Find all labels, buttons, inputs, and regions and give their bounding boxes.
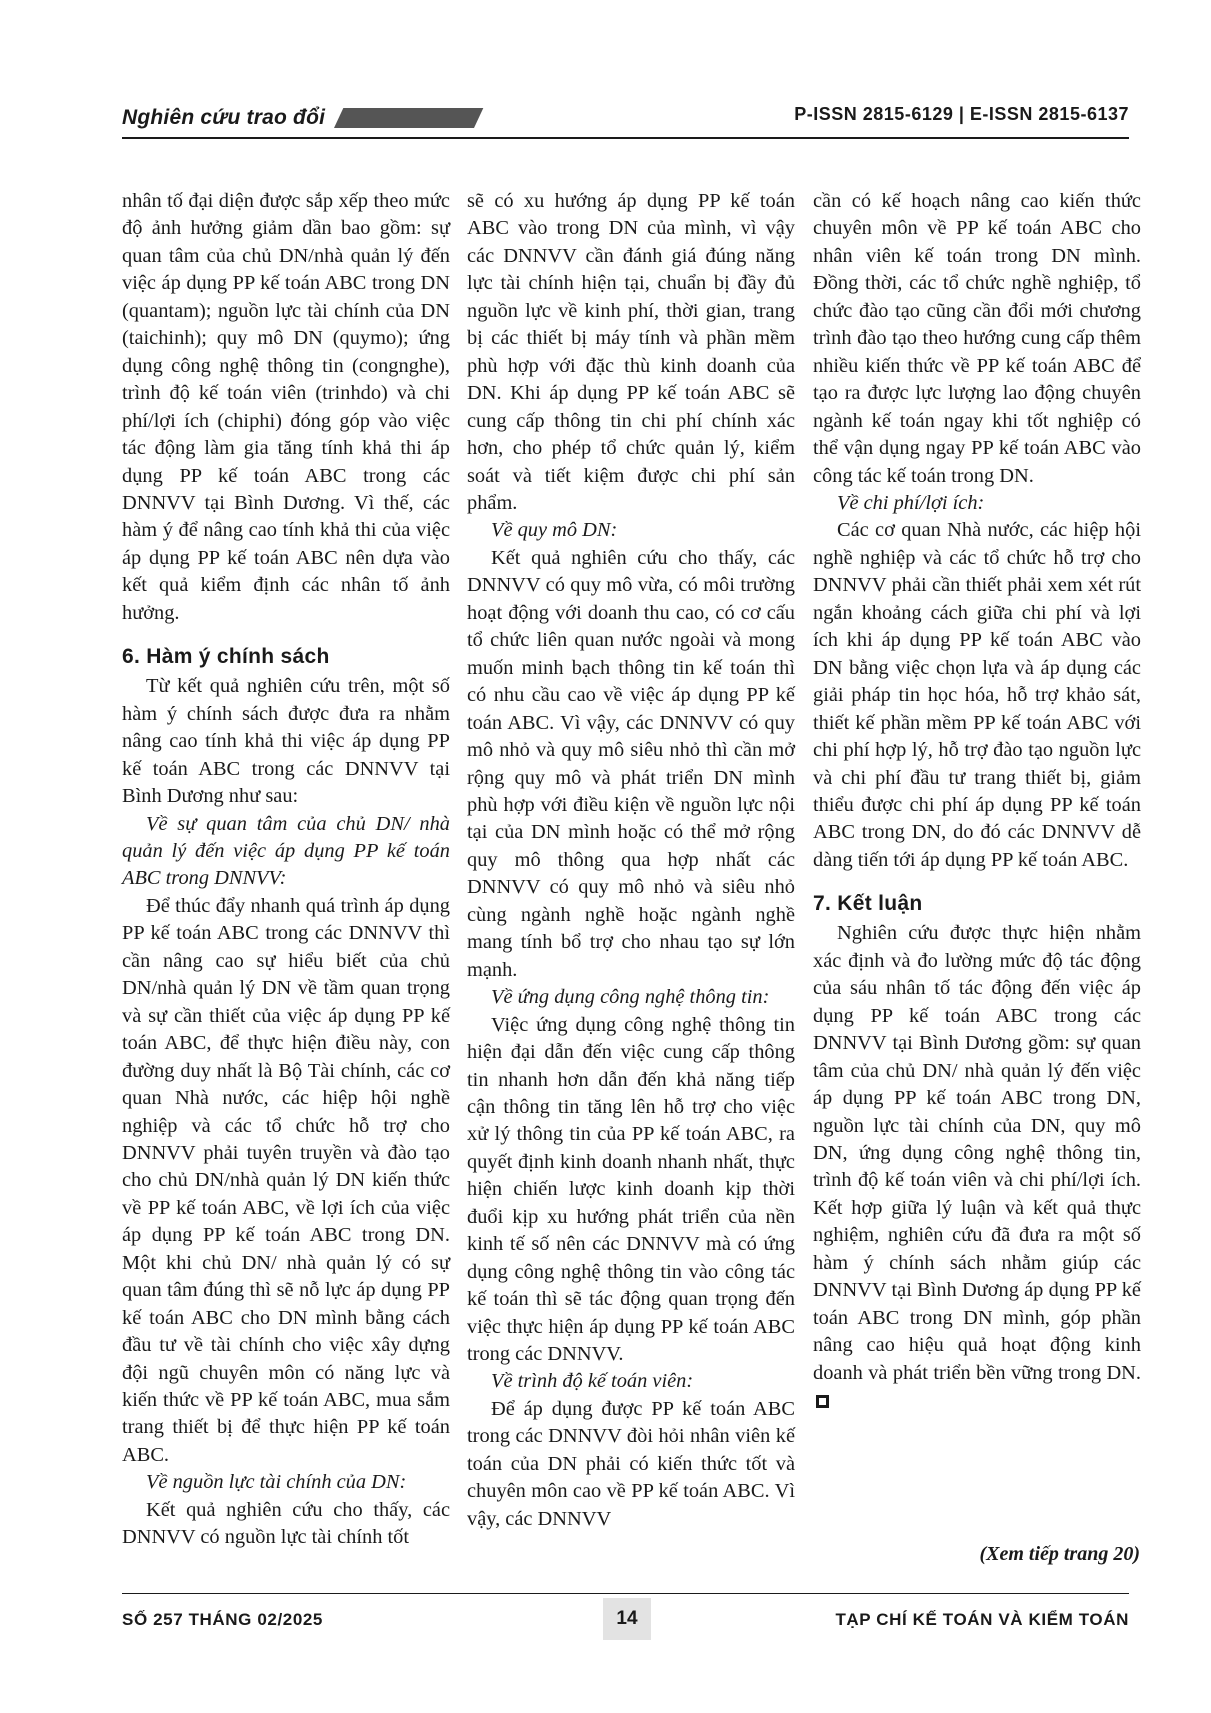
subheading: Về nguồn lực tài chính của DN: xyxy=(146,1471,407,1494)
footer-rule xyxy=(122,1593,1129,1594)
subheading: Về ứng dụng công nghệ thông tin: xyxy=(491,986,770,1009)
paragraph: cần có kế hoạch nâng cao kiến thức chuyên môn về PP kế toán ABC cho nhân viên kế toán trong DN mình. Đồng thời, các tổ chức nghề nghiệp, tổ chức đào tạo cũng cần đổi mới chương trình đào tạo theo hướng cung cấp thêm nhiều kiến thức về PP kế toán ABC để tạo ra được lực lượng lao động chuyên ngành kế toán ngay khi tốt nghiệp có thể vận dụng ngay PP kế toán ABC vào công tác kế toán trong DN. xyxy=(813,190,1141,487)
section-title: Nghiên cứu trao đổi xyxy=(122,106,326,129)
subheading: Về chi phí/lợi ích: xyxy=(837,491,985,514)
journal-name: TẠP CHÍ KẾ TOÁN VÀ KIỂM TOÁN xyxy=(835,1610,1129,1629)
continued-on-link: (Xem tiếp trang 20) xyxy=(979,1543,1140,1565)
issn-label: P-ISSN 2815-6129 | E-ISSN 2815-6137 xyxy=(794,104,1129,124)
subheading: Về quy mô DN: xyxy=(491,519,618,542)
paragraph: Kết quả nghiên cứu cho thấy, các DNNVV có nguồn lực tài chính tốt xyxy=(122,1498,450,1549)
paragraph: Kết quả nghiên cứu cho thấy, các DNNVV có quy mô vừa, có môi trường hoạt động với doanh thu cao, có cơ cấu tổ chức liên quan nước ngoài và mong muốn minh bạch thông tin kế toán thì có nhu cầu cao về việc áp dụng PP kế toán ABC. Vì vậy, các DNNVV có quy mô nhỏ và quy mô siêu nhỏ thì cần mở rộng quy mô và phát triển DN mình phù hợp với điều kiện về nguồn lực nội tại của DN mình hoặc có thể mở rộng quy mô thông qua hợp nhất các DNNVV có quy mô nhỏ và siêu nhỏ cùng ngành nghề hoặc ngành nghề mang tính bổ trợ cho nhau tạo sự lớn mạnh. xyxy=(467,546,795,981)
paragraph: Các cơ quan Nhà nước, các hiệp hội nghề nghiệp và các tổ chức hỗ trợ cho DNNVV phải cần thiết phải xem xét rút ngắn khoảng cách giữa chi phí và lợi ích khi áp dụng PP kế toán ABC vào DN bằng việc chọn lựa và áp dụng các giải pháp tin học hóa, hỗ trợ khảo sát, thiết kế phần mềm PP kế toán ABC với chi phí hợp lý, hỗ trợ đào tạo nguồn lực và chi phí đầu tư trang thiết bị, giảm thiểu được chi phí áp dụng PP kế toán ABC trong DN, do đó các DNNVV dễ dàng tiến tới áp dụng PP kế toán ABC. xyxy=(813,519,1141,871)
issue-label: SỐ 257 THÁNG 02/2025 xyxy=(122,1610,323,1629)
column-2 xyxy=(467,188,795,1533)
section-heading-6: 6. Hàm ý chính sách xyxy=(122,645,330,669)
paragraph: Từ kết quả nghiên cứu trên, một số hàm ý chính sách được đưa ra nhằm nâng cao tính khả thi việc áp dụng PP kế toán ABC trong các DNNVV tại Bình Dương như sau: xyxy=(122,675,450,808)
page-number: 14 xyxy=(603,1598,651,1640)
column-1 xyxy=(122,188,450,1552)
paragraph: nhân tố đại diện được sắp xếp theo mức độ ảnh hưởng giảm dần bao gồm: sự quan tâm của chủ DN/nhà quản lý đến việc áp dụng PP kế toán ABC trong DN (quantam); nguồn lực tài chính của DN (taichinh); quy mô DN (quymo); ứng dụng công nghệ thông tin (congnghe), trình độ kế toán viên (trinhdo) và chi phí/lợi ích (chiphi) đóng góp vào việc tác động làm gia tăng tính khả thi áp dụng PP kế toán ABC trong các DNNVV tại Bình Dương. Vì thế, các hàm ý để nâng cao tính khả thi của việc áp dụng PP kế toán ABC nên dựa vào kết quả kiểm định các nhân tố ảnh hưởng. xyxy=(122,190,450,624)
paragraph: Để áp dụng được PP kế toán ABC trong các DNNVV đòi hỏi nhân viên kế toán của DN phải có kiến thức tốt và chuyên môn cao về PP kế toán ABC. Vì vậy, các DNNVV xyxy=(467,1397,795,1530)
paragraph: Để thúc đẩy nhanh quá trình áp dụng PP kế toán ABC trong các DNNVV thì cần nâng cao sự hiểu biết của chủ DN/nhà quản lý DN về tầm quan trọng và sự cần thiết của việc áp dụng PP kế toán ABC, để thực hiện điều này, con đường duy nhất là Bộ Tài chính, các cơ quan Nhà nước, các hiệp hội nghề nghiệp và các tổ chức hỗ trợ cho DNNVV phải tuyên truyền và đào tạo cho chủ DN/nhà quản lý DN kiến thức về PP kế toán ABC, về lợi ích của việc áp dụng PP kế toán ABC trong DN. Một khi chủ DN/ nhà quản lý có sự quan tâm đúng thì sẽ nỗ lực áp dụng PP kế toán ABC cho DN mình bằng cách đầu tư về tài chính cho việc xây dựng đội ngũ chuyên môn có năng lực và kiến thức về PP kế toán ABC, mua sắm trang thiết bị để thực hiện PP kế toán ABC. xyxy=(122,894,450,1466)
paragraph: sẽ có xu hướng áp dụng PP kế toán ABC vào trong DN của mình, vì vậy các DNNVV cần đánh giá đúng năng lực tài chính hiện tại, chuẩn bị đầy đủ nguồn lực về kinh phí, thời gian, trang bị các thiết bị máy tính và phần mềm phù hợp với đặc thù kinh doanh của DN. Khi áp dụng PP kế toán ABC sẽ cung cấp thông tin chi phí chính xác hơn, cho phép tổ chức quản lý, kiểm soát và tiết kiệm được chi phí sản phẩm. xyxy=(467,190,795,514)
section-heading-7: 7. Kết luận xyxy=(813,892,923,916)
conclusion-text: Nghiên cứu được thực hiện nhằm xác định và đo lường mức độ tác động của sáu nhân tố tác động đến việc áp dụng PP kế toán ABC trong các DNNVV tại Bình Dương gồm: sự quan tâm của chủ DN/ nhà quản lý đến việc áp dụng PP kế toán ABC trong DN, nguồn lực tài chính của DN, quy mô DN, ứng dụng công nghệ thông tin, trình độ kế toán viên và chi phí/lợi ích. Kết hợp giữa lý luận và kết quả thực nghiệm, nghiên cứu đã đưa ra một số hàm ý chính sách nhằm giúp các DNNVV tại Bình Dương áp dụng PP kế toán ABC trong DN mình, góp phần nâng cao hiệu quả hoạt động kinh doanh và phát triển bền vững trong DN. xyxy=(813,922,1141,1384)
conclusion-paragraph xyxy=(813,920,1141,1414)
subheading: Về trình độ kế toán viên: xyxy=(491,1370,694,1393)
paragraph: Việc ứng dụng công nghệ thông tin hiện đại dẫn đến việc cung cấp thông tin nhanh hơn dẫn đến khả năng tiếp cận thông tin tăng lên hỗ trợ cho việc xử lý thông tin của PP kế toán ABC, ra quyết định kinh doanh nhanh nhất, thực hiện chiến lược kinh doanh kịp thời đuổi kịp xu hướng phát triển của nền kinh tế số nên các DNNVV mà có ứng dụng công nghệ thông tin vào công tác kế toán thì sẽ tác động quan trọng đến việc thực hiện áp dụng PP kế toán ABC trong các DNNVV. xyxy=(467,1013,795,1366)
end-of-article-icon xyxy=(816,1395,829,1408)
page-header xyxy=(0,0,1211,140)
subheading: Về sự quan tâm của chủ DN/ nhà quản lý đến việc áp dụng PP kế toán ABC trong DNNVV: xyxy=(122,812,450,890)
header-rule xyxy=(122,137,1129,139)
column-3 xyxy=(813,188,1141,1414)
header-decorative-bar xyxy=(334,108,483,128)
